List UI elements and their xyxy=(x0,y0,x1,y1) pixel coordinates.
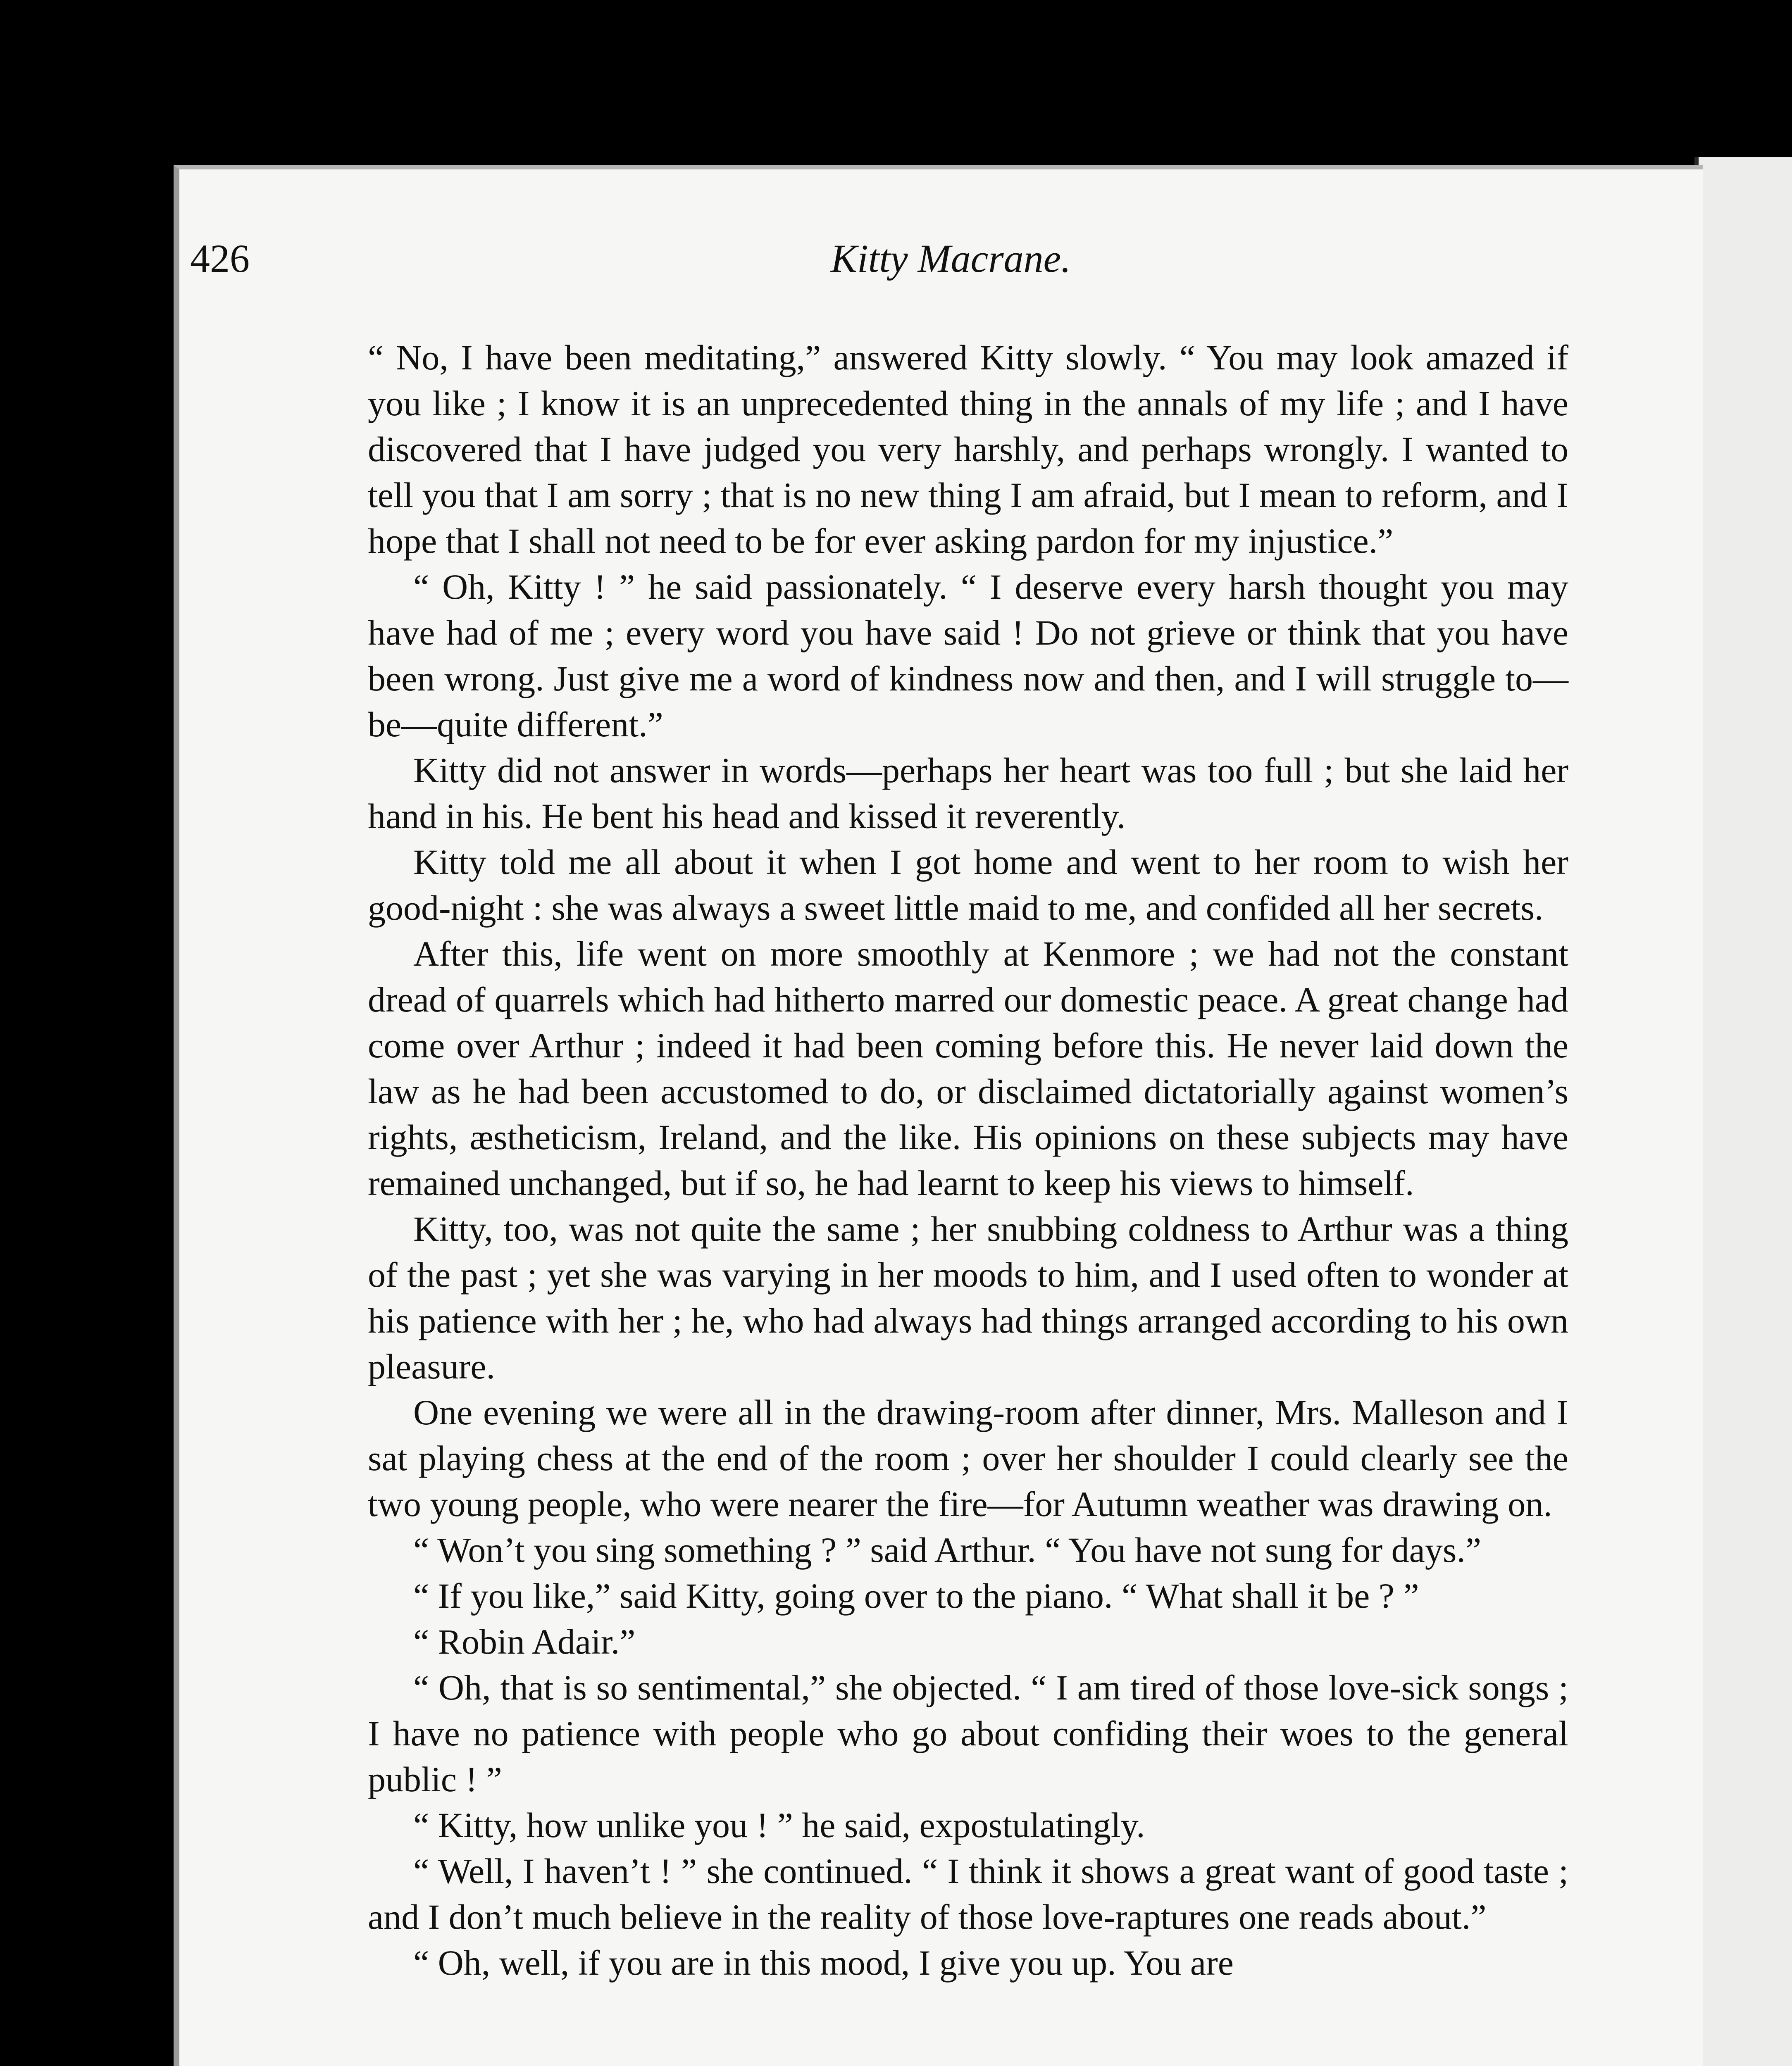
paragraph: Kitty did not answer in words—perhaps her heart was too full ; but she laid her hand in his. He bent his head and kissed it reverently. xyxy=(368,750,1568,836)
running-head xyxy=(190,236,1570,293)
paragraph: “ Robin Adair.” xyxy=(413,1622,636,1661)
running-title: Kitty Macrane. xyxy=(831,236,1071,281)
paragraph: “ Oh, that is so sentimental,” she objected. “ I am tired of those love-sick songs ; I have no patience with people who go about confiding their woes to the general public ! ” xyxy=(368,1668,1568,1799)
paragraph: “ No, I have been meditating,” answered Kitty slowly. “ You may look amazed if you like ; I know it is an unprecedented thing in the annals of my life ; and I have discovered that I have judged you very harshly, and perhaps wrongly. I wanted to tell you that I am sorry ; that is no new thing I am afraid, but I mean to reform, and I hope that I shall not need to be for ever asking pardon for my injustice.” xyxy=(368,338,1568,561)
paragraph: “ Kitty, how unlike you ! ” he said, expostulatingly. xyxy=(413,1805,1145,1845)
paragraph: Kitty, too, was not quite the same ; her snubbing coldness to Arthur was a thing of the past ; yet she was varying in her moods to him, and I used often to wonder at his patience with her ; he, who had always had things arranged according to his own pleasure. xyxy=(368,1209,1568,1386)
paragraph: “ Oh, Kitty ! ” he said passionately. “ I deserve every harsh thought you may have had of me ; every word you have said ! Do not grieve or think that you have been wrong. Just give me a word of kindness now and then, and I will struggle to—be—quite different.” xyxy=(368,567,1568,744)
facing-page-edge xyxy=(1694,157,1792,2066)
paragraph: “ Oh, well, if you are in this mood, I give you up. You are xyxy=(413,1943,1234,1983)
paragraph: After this, life went on more smoothly at Kenmore ; we had not the constant dread of quarrels which had hitherto marred our domestic peace. A great change had come over Arthur ; indeed it had been coming before this. He never laid down the law as he had been accustomed to do, or disclaimed dictatorially against women’s rights, æstheticism, Ireland, and the like. His opinions on these subjects may have remained unchanged, but if so, he had learnt to keep his views to himself. xyxy=(368,934,1568,1203)
body-text xyxy=(368,335,1568,1986)
paragraph: “ If you like,” said Kitty, going over to the piano. “ What shall it be ? ” xyxy=(413,1576,1419,1616)
paragraph: “ Won’t you sing something ? ” said Arthur. “ You have not sung for days.” xyxy=(413,1530,1481,1570)
paragraph: “ Well, I haven’t ! ” she continued. “ I think it shows a great want of good taste ; and I don’t much believe in the reality of those love-raptures one reads about.” xyxy=(368,1851,1568,1937)
paragraph: One evening we were all in the drawing-room after dinner, Mrs. Malleson and I sat playing chess at the end of the room ; over her shoulder I could clearly see the two young people, who were nearer the fire—for Autumn weather was drawing on. xyxy=(368,1392,1568,1524)
paragraph: Kitty told me all about it when I got home and went to her room to wish her good-night : she was always a sweet little maid to me, and confided all her secrets. xyxy=(368,842,1568,928)
page-number: 426 xyxy=(190,236,250,281)
